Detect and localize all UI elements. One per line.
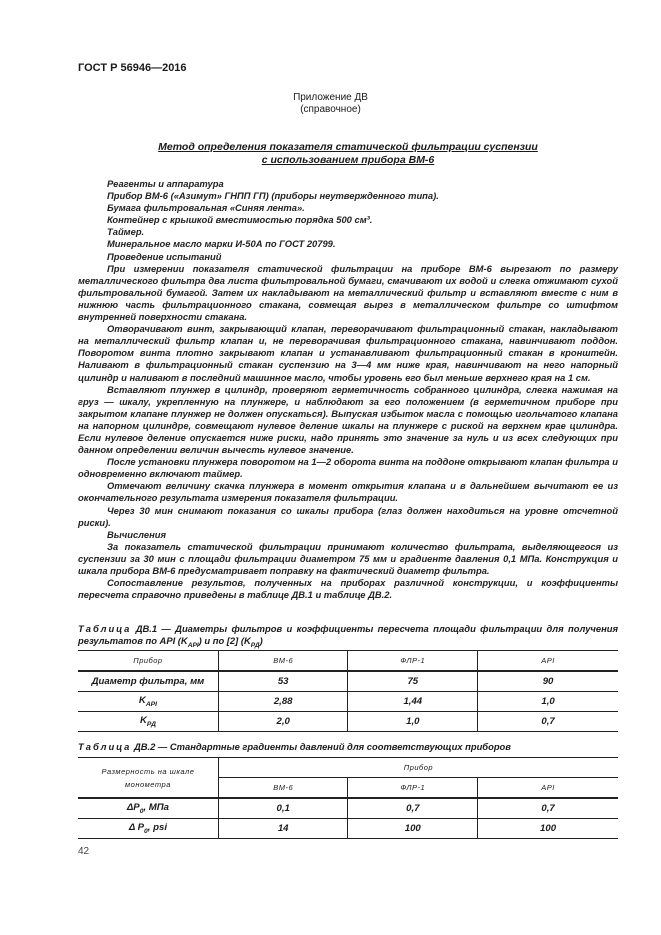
section-heading: Вычисления: [107, 528, 167, 540]
appendix-title: Приложение ДВ: [293, 92, 368, 103]
cell: 1,0: [478, 692, 618, 712]
header-cell: API: [478, 778, 618, 799]
caption-text: ДВ.1 — Диаметры фильтров и коэффициенты пересчета площади фильтрации для получения результатов по API (K: [78, 623, 618, 646]
appendix-note: (справочное): [300, 104, 361, 115]
method-title-line: Метод определения показателя статической фильтрации суспензии: [158, 141, 538, 153]
cell: 53: [218, 671, 348, 692]
corner-header: Размерность на шкале монометра: [78, 758, 218, 799]
table-label: Таблица: [78, 741, 132, 752]
cell: 0,7: [478, 798, 618, 819]
row-label: $K_{РД}$: [78, 712, 218, 732]
caption-sub: РД: [250, 641, 260, 649]
header-cell: ВМ-6: [218, 778, 348, 799]
method-title-line: с использованием прибора ВМ-6: [261, 154, 435, 166]
header-cell: ВМ-6: [218, 651, 348, 672]
cell: 90: [478, 671, 618, 692]
table-row: [78, 798, 618, 819]
paragraph: Сопоставление результов, полученных на приборах различной конструкции, и коэффициенты пересчета справочно приведены в таблице ДВ.1 и таблице ДВ.2.: [78, 577, 618, 601]
section-heading: Проведение испытаний: [107, 250, 222, 262]
header-cell: Прибор: [78, 651, 218, 672]
cell: 100: [478, 819, 618, 839]
page-number: 42: [78, 846, 90, 857]
cell: 14: [218, 819, 348, 839]
section-heading: Реагенты и аппаратура: [107, 178, 224, 189]
paragraph: Через 30 мин снимают показания со шкалы прибора (глаз должен находиться на уровне отсчетной риски).: [78, 504, 618, 528]
paragraph: Вставляют плунжер в цилиндр, проверяют герметичность собранного цилиндра, слегка нажимая на груз — шкалу, укрепленную на плунжере, и наблюдают за его положением (в герметичном приборе при закрытом клапане плунжер не должен опускаться). Выпуская избыток масла с помощью игольчатого клапана на напорном цилиндре, совмещают нулевое деление шкалы на плунжере с риской на верхнем крае цилиндра. Если нулевое деление опускается ниже риски, надо принять это значение за нуль и из всех следующих при данном определении величин вычесть нулевое значение.: [78, 383, 618, 456]
table-row: [78, 671, 618, 692]
cell: 75: [348, 671, 478, 692]
row-label: $K_{API}$: [78, 692, 218, 712]
list-item: Таймер.: [107, 226, 145, 238]
table-dv2: [78, 757, 618, 839]
method-title: [78, 141, 618, 167]
list-item: Минеральное масло марки И-50А по ГОСТ 20799.: [107, 238, 336, 250]
row-label: Диаметр фильтра, мм: [78, 671, 218, 692]
cell: 2,0: [218, 712, 348, 732]
group-header: Прибор: [218, 758, 618, 778]
cell: 2,88: [218, 692, 348, 712]
cell: 0,1: [218, 798, 348, 819]
body-text: [78, 178, 618, 601]
table-dv1: [78, 650, 618, 732]
list-item: Прибор ВМ-6 («Азимут» ГНПП ГП) (приборы неутвержденного типа).: [107, 190, 439, 202]
caption-sub: API: [187, 641, 199, 649]
cell: 0,7: [348, 798, 478, 819]
header-cell: API: [478, 651, 618, 672]
list-item: Контейнер с крышкой вместимостью порядка 500 см³.: [107, 214, 373, 226]
table-header-row: [78, 651, 618, 672]
caption-text: ДВ.2 — Стандартные градиенты давлений для соответствующих приборов: [133, 741, 511, 752]
caption-text: ) и по [2] (K: [198, 635, 251, 646]
paragraph: Отмечают величину скачка плунжера в момент открытия клапана и в дальнейшем вычитают ее из окончательного результата измерения показателя фильтрации.: [78, 480, 618, 504]
table-row: [78, 692, 618, 712]
table-row: [78, 819, 618, 839]
cell: 0,7: [478, 712, 618, 732]
cell: 1,44: [348, 692, 478, 712]
document-header: ГОСТ Р 56946—2016: [78, 62, 187, 74]
cell: 1,0: [348, 712, 478, 732]
table-header-row: [78, 758, 618, 778]
header-cell: ФЛР-1: [348, 651, 478, 672]
caption-text: ): [259, 635, 263, 646]
table-label: Таблица: [78, 623, 132, 634]
header-cell: ФЛР-1: [348, 778, 478, 799]
row-label: Δ $P_0$, psi: [78, 819, 218, 839]
cell: 100: [348, 819, 478, 839]
table2-caption: [78, 741, 618, 753]
paragraph: При измерении показателя статической фильтрации на приборе ВМ-6 вырезают по размеру металлического фильтра два листа фильтровальной бумаги, смачивают их водой и слегка отжимают сухой фильтровальной бумагой. Затем их накладывают на металлический фильтр и вставляют вместе с ним в нижнюю часть фильтрационного стакана, совмещая вырез в металлическом фильтре со штифтом внутренней поверхности стакана.: [78, 262, 618, 323]
table-row: [78, 712, 618, 732]
paragraph: Отворачивают винт, закрывающий клапан, переворачивают фильтрационный стакан, накладывают на металлический фильтр клапан и, не переворачивая фильтрационного стакана, навинчивают поддон. Поворотом винта плотно закрывают клапан и устанавливают фильтрационный стакан в кронштейн. Наливают в фильтрационный стакан суспензию на 3—4 мм ниже края, навинчивают на него напорный цилиндр и наливают в последний машинное масло, чтобы уровень его был меньше верхнего края на 1 см.: [78, 323, 618, 383]
paragraph: За показатель статической фильтрации принимают количество фильтрата, выделяющегося из суспензии за 30 мин с площади фильтрации диаметром 75 мм и градиенте давления 0,1 МПа. Конструкция и шкала прибора ВМ-6 предусматривает поправку на фактический диаметр фильтра.: [78, 540, 618, 576]
row-label: $\Delta P_0$, МПа: [78, 798, 218, 819]
list-item: Бумага фильтровальная «Синяя лента».: [107, 202, 305, 214]
paragraph: После установки плунжера поворотом на 1—2 оборота винта на поддоне открывают клапан фильтра и одновременно включают таймер.: [78, 456, 618, 480]
appendix-heading: [0, 92, 661, 116]
table1-caption: [78, 623, 618, 652]
